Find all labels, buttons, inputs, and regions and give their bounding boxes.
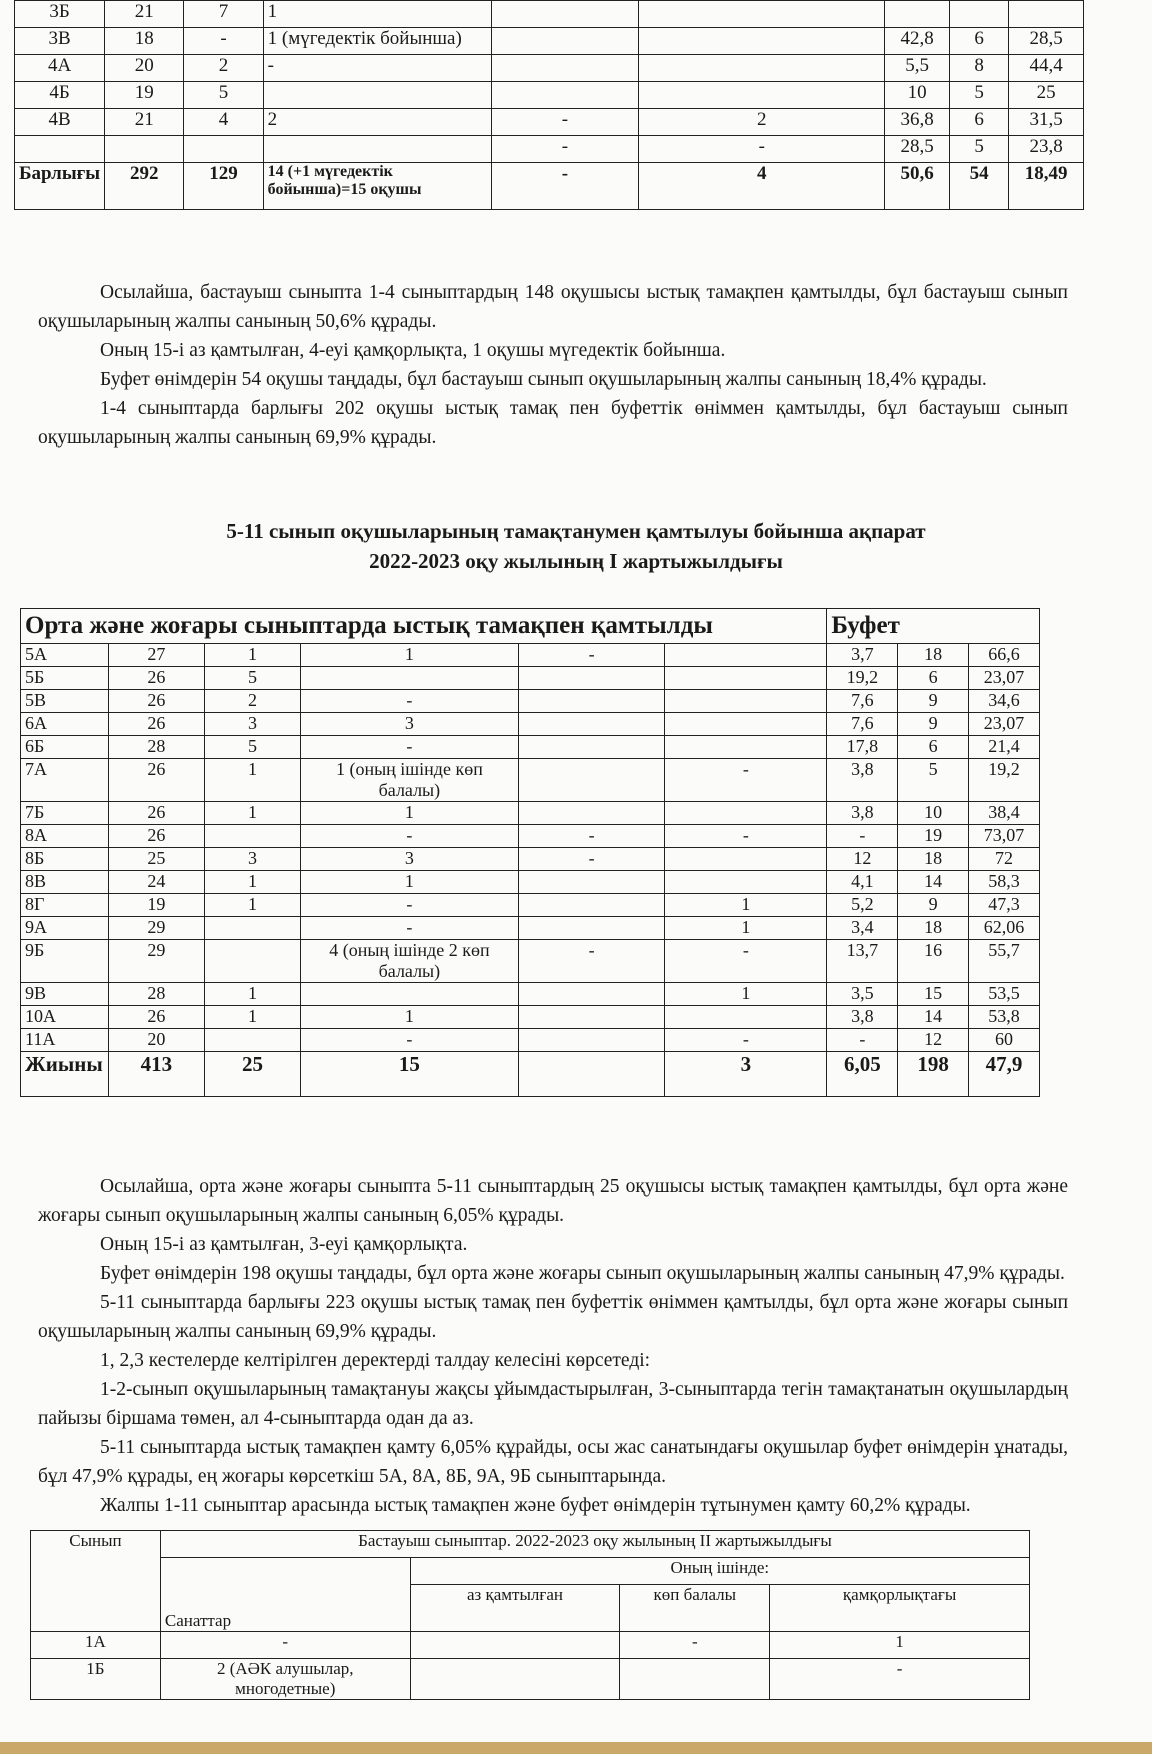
table-cell <box>263 136 491 163</box>
table-cell <box>518 894 665 917</box>
table-cell: - <box>301 894 519 917</box>
table-cell: 28 <box>108 736 204 759</box>
table-cell: 5 <box>204 736 300 759</box>
table-cell: 28 <box>108 983 204 1006</box>
total-cell: 15 <box>301 1052 519 1097</box>
table-row <box>21 825 1040 848</box>
table-cell <box>491 1 639 28</box>
table-row <box>21 1006 1040 1029</box>
table-cell: 5 <box>184 82 263 109</box>
table-cell: 1 <box>204 759 300 802</box>
table-cell: - <box>301 825 519 848</box>
paragraph: Осылайша, бастауыш сыныпта 1-4 сыныптардың 148 оқушысы ыстық тамақпен қамтылды, бұл бастауыш сынып оқушыларының жалпы санының 50,6% құрады. <box>38 282 1068 332</box>
table-cell: 23,07 <box>969 667 1040 690</box>
table-cell: - <box>263 55 491 82</box>
table-cell: 26 <box>108 1006 204 1029</box>
table-cell: 14 <box>898 871 969 894</box>
section-title <box>0 516 1152 576</box>
total-cell: 198 <box>898 1052 969 1097</box>
table-cell: 10 <box>885 82 950 109</box>
secondary-summary <box>38 1172 1068 1520</box>
table-cell: 8Б <box>21 848 109 871</box>
table-cell: 9Б <box>21 940 109 983</box>
table-cell <box>665 713 827 736</box>
table-row <box>21 690 1040 713</box>
title-line-1: 5-11 сынып оқушыларының тамақтанумен қамтылуы бойынша ақпарат <box>226 519 926 543</box>
table-cell: 42,8 <box>885 28 950 55</box>
table-cell: 3 <box>301 848 519 871</box>
table-cell <box>665 736 827 759</box>
table-cell: 27 <box>108 644 204 667</box>
table-cell: 28,5 <box>885 136 950 163</box>
table-cell: 55,7 <box>969 940 1040 983</box>
table-cell: 3,8 <box>827 759 898 802</box>
primary-classes-table <box>14 0 1084 210</box>
table-cell: 11А <box>21 1029 109 1052</box>
total-cell: 3 <box>665 1052 827 1097</box>
table-row <box>21 848 1040 871</box>
table-cell: 29 <box>108 940 204 983</box>
table-cell: 20 <box>108 1029 204 1052</box>
table-cell <box>639 55 885 82</box>
table-cell: 47,3 <box>969 894 1040 917</box>
paragraph: Оның 15-і аз қамтылған, 3-еуі қамқорлықта. <box>100 1234 468 1255</box>
table-cell: 2 <box>639 109 885 136</box>
table-row <box>21 871 1040 894</box>
table-cell: 1Б <box>31 1659 161 1700</box>
table-cell: 26 <box>108 667 204 690</box>
table-cell: 8Г <box>21 894 109 917</box>
table-cell <box>263 82 491 109</box>
table-cell: - <box>518 848 665 871</box>
table-row <box>21 667 1040 690</box>
table-cell <box>518 802 665 825</box>
table-cell: 25 <box>1009 82 1084 109</box>
paragraph: 1-2-сынып оқушыларының тамақтануы жақсы ұйымдастырылған, 3-сыныптарда тегін тамақтанатын оқушылардың пайызы біршама төмен, ал 4-сыныптарда одан да аз. <box>38 1379 1068 1429</box>
table-cell: - <box>301 1029 519 1052</box>
paragraph: Буфет өнімдерін 198 оқушы таңдады, бұл орта және жоғары сынып оқушыларының жалпы санының 47,9% құрады. <box>100 1263 1065 1284</box>
table-cell: 19,2 <box>969 759 1040 802</box>
table-cell: 21 <box>105 1 184 28</box>
table-cell: 19 <box>898 825 969 848</box>
table-cell: 1 <box>665 917 827 940</box>
table-cell: - <box>518 825 665 848</box>
table-cell: 5,5 <box>885 55 950 82</box>
paragraph: Осылайша, орта және жоғары сыныпта 5-11 сыныптардың 25 оқушысы ыстық тамақпен қамтылды, бұл орта және жоғары сынып оқушыларының жалпы санының 6,05% құрады. <box>38 1176 1068 1226</box>
table-cell: 2 <box>263 109 491 136</box>
table-cell <box>410 1659 620 1700</box>
table-cell <box>665 690 827 713</box>
table-cell: 24 <box>108 871 204 894</box>
table-cell <box>518 1029 665 1052</box>
table-cell: 1 <box>301 1006 519 1029</box>
table-cell <box>491 82 639 109</box>
table-cell: 3,4 <box>827 917 898 940</box>
table-cell: 6Б <box>21 736 109 759</box>
in-care-header: қамқорлықтағы <box>770 1585 1030 1632</box>
table-row <box>15 82 1084 109</box>
table-cell: 3 <box>204 713 300 736</box>
table-row <box>21 713 1040 736</box>
table-cell: 6 <box>898 736 969 759</box>
table-header: Бастауыш сыныптар. 2022-2023 оқу жылының II жартыжылдығы <box>160 1531 1029 1558</box>
table-cell: 5 <box>204 667 300 690</box>
table-cell: 16 <box>898 940 969 983</box>
table-cell: 6 <box>898 667 969 690</box>
table-cell: 4 (оның ішінде 2 көп балалы) <box>301 940 519 983</box>
table-cell: 1 <box>770 1632 1030 1659</box>
total-cell: 25 <box>204 1052 300 1097</box>
table-cell: 58,3 <box>969 871 1040 894</box>
table-cell: 1 <box>204 802 300 825</box>
table-row <box>21 736 1040 759</box>
table-cell: 26 <box>108 690 204 713</box>
table-cell: - <box>620 1632 770 1659</box>
table-cell <box>491 55 639 82</box>
table-cell: 18 <box>898 848 969 871</box>
table-cell: 14 <box>898 1006 969 1029</box>
table-cell: 5 <box>898 759 969 802</box>
table-cell: - <box>665 940 827 983</box>
buffet-header: Буфет <box>827 609 1040 644</box>
table-cell: - <box>827 825 898 848</box>
table-cell: 73,07 <box>969 825 1040 848</box>
table-cell: 8 <box>949 55 1008 82</box>
table-cell: 26 <box>108 759 204 802</box>
table-cell <box>105 136 184 163</box>
table-cell: 2 <box>204 690 300 713</box>
table-cell: 6А <box>21 713 109 736</box>
table-cell: 19 <box>105 82 184 109</box>
table-cell: 5,2 <box>827 894 898 917</box>
table-cell: 12 <box>898 1029 969 1052</box>
table-cell: - <box>301 917 519 940</box>
table-cell <box>518 667 665 690</box>
total-cell: Жиыны <box>21 1052 109 1097</box>
table-cell: 3,8 <box>827 802 898 825</box>
table-cell <box>620 1659 770 1700</box>
table-cell: 19 <box>108 894 204 917</box>
table-cell <box>518 690 665 713</box>
table-cell: 10 <box>898 802 969 825</box>
table-cell <box>410 1632 620 1659</box>
table-cell: - <box>827 1029 898 1052</box>
table-cell: 66,6 <box>969 644 1040 667</box>
table-cell: 5А <box>21 644 109 667</box>
table-cell: 60 <box>969 1029 1040 1052</box>
table-cell: 25 <box>108 848 204 871</box>
table-cell: 1 <box>204 644 300 667</box>
paragraph: 5-11 сыныптарда ыстық тамақпен қамту 6,05% құрайды, осы жас санатындағы оқушылар буфет өнімдерін ұнатады, бұл 47,9% құрады, ең жоғары көрсеткіш 5А, 8А, 8Б, 9А, 9Б сыныптарында. <box>38 1437 1068 1487</box>
table-cell: - <box>160 1632 410 1659</box>
table-cell: 8В <box>21 871 109 894</box>
table-cell: - <box>639 136 885 163</box>
table-cell: 4,1 <box>827 871 898 894</box>
total-row <box>21 1052 1040 1097</box>
table-cell <box>301 983 519 1006</box>
table-cell <box>518 1006 665 1029</box>
title-line-2: 2022-2023 оқу жылының I жартыжылдығы <box>369 549 783 573</box>
table-cell: 44,4 <box>1009 55 1084 82</box>
table-cell: 21,4 <box>969 736 1040 759</box>
table-cell: - <box>665 759 827 802</box>
table-cell: 1 (оның ішінде көп балалы) <box>301 759 519 802</box>
table-row <box>21 644 1040 667</box>
table-cell: 10А <box>21 1006 109 1029</box>
low-income-header: аз қамтылған <box>410 1585 620 1632</box>
total-cell: 292 <box>105 163 184 210</box>
table-row <box>21 802 1040 825</box>
table-cell: - <box>770 1659 1030 1700</box>
table-cell: 1 <box>204 983 300 1006</box>
table-cell: 26 <box>108 802 204 825</box>
total-cell: 129 <box>184 163 263 210</box>
scan-edge <box>0 1742 1152 1754</box>
table-row <box>31 1632 1030 1659</box>
table-row <box>21 917 1040 940</box>
table-cell: 3,8 <box>827 1006 898 1029</box>
table-cell: 7,6 <box>827 690 898 713</box>
table-cell <box>665 871 827 894</box>
table-cell: 9 <box>898 690 969 713</box>
total-cell: Барлығы <box>15 163 105 210</box>
table-cell: 6 <box>949 28 1008 55</box>
table-cell <box>665 1006 827 1029</box>
table-cell <box>184 136 263 163</box>
table-cell: 23,8 <box>1009 136 1084 163</box>
table-cell: 26 <box>108 825 204 848</box>
table-cell: 15 <box>898 983 969 1006</box>
table-cell: 18 <box>898 917 969 940</box>
table-cell: 36,8 <box>885 109 950 136</box>
table-cell: 1 (мүгедектік бойынша) <box>263 28 491 55</box>
table-cell: 72 <box>969 848 1040 871</box>
table-cell <box>301 667 519 690</box>
table-cell: 21 <box>105 109 184 136</box>
table-cell <box>949 1 1008 28</box>
table-cell: 1 <box>301 802 519 825</box>
table-cell <box>518 736 665 759</box>
table-cell: 1 <box>665 983 827 1006</box>
table-row <box>21 1029 1040 1052</box>
table-cell: - <box>491 109 639 136</box>
table-cell: 5Б <box>21 667 109 690</box>
table-cell: 7Б <box>21 802 109 825</box>
table-cell <box>665 644 827 667</box>
table-row <box>15 109 1084 136</box>
class-header: Сынып <box>31 1531 161 1632</box>
table-cell: 4 <box>184 109 263 136</box>
table-cell: 1 <box>204 871 300 894</box>
table-cell: 5В <box>21 690 109 713</box>
table-cell: - <box>301 690 519 713</box>
table-cell: 38,4 <box>969 802 1040 825</box>
table-row <box>21 940 1040 983</box>
paragraph: 5-11 сыныптарда барлығы 223 оқушы ыстық тамақ пен буфеттік өніммен қамтылды, бұл орта және жоғары сынып оқушыларының жалпы санының 69,9% құрады. <box>38 1292 1068 1342</box>
table-row <box>15 1 1084 28</box>
secondary-classes-table <box>20 608 1040 1097</box>
total-row <box>15 163 1084 210</box>
table-cell: 4В <box>15 109 105 136</box>
paragraph: Жалпы 1-11 сыныптар арасында ыстық тамақпен және буфет өнімдерін тұтынумен қамту 60,2% құрады. <box>100 1495 971 1516</box>
table-cell: 5 <box>949 136 1008 163</box>
table-cell: 1 <box>665 894 827 917</box>
table-cell <box>639 28 885 55</box>
table-cell: 4А <box>15 55 105 82</box>
table-cell: 29 <box>108 917 204 940</box>
table-cell: 3Б <box>15 1 105 28</box>
table-cell: 1 <box>204 1006 300 1029</box>
table-cell <box>518 983 665 1006</box>
table-cell: 13,7 <box>827 940 898 983</box>
table-cell <box>15 136 105 163</box>
table-cell: 8А <box>21 825 109 848</box>
table-cell: 2 <box>184 55 263 82</box>
total-cell: 50,6 <box>885 163 950 210</box>
table-cell: 1А <box>31 1632 161 1659</box>
table-row <box>21 894 1040 917</box>
total-cell: 47,9 <box>969 1052 1040 1097</box>
table-cell: 23,07 <box>969 713 1040 736</box>
table-cell: 53,5 <box>969 983 1040 1006</box>
table-cell: - <box>184 28 263 55</box>
table-cell: 3 <box>301 713 519 736</box>
table-row <box>15 28 1084 55</box>
table-cell: 2 (АӘК алушылар, многодетные) <box>160 1659 410 1700</box>
table-cell: 19,2 <box>827 667 898 690</box>
table-cell <box>204 940 300 983</box>
table-cell <box>665 802 827 825</box>
total-cell: 14 (+1 мүгедектік бойынша)=15 оқушы <box>263 163 491 210</box>
total-cell: - <box>491 163 639 210</box>
table-cell <box>518 871 665 894</box>
table-cell: 4Б <box>15 82 105 109</box>
table-cell: 1 <box>263 1 491 28</box>
table-cell: 3 <box>204 848 300 871</box>
table-cell <box>491 28 639 55</box>
of-which-header: Оның ішінде: <box>410 1558 1029 1585</box>
table-cell <box>204 917 300 940</box>
table-row <box>15 55 1084 82</box>
table-cell: 53,8 <box>969 1006 1040 1029</box>
total-cell: 54 <box>949 163 1008 210</box>
table-cell: 3,5 <box>827 983 898 1006</box>
table-cell: 12 <box>827 848 898 871</box>
table-cell <box>1009 1 1084 28</box>
table-cell: 20 <box>105 55 184 82</box>
total-cell: 4 <box>639 163 885 210</box>
table-cell: 62,06 <box>969 917 1040 940</box>
table-cell: - <box>665 1029 827 1052</box>
table-cell <box>204 825 300 848</box>
table-cell: 1 <box>301 644 519 667</box>
table-cell: 5 <box>949 82 1008 109</box>
table-cell: 7,6 <box>827 713 898 736</box>
paragraph: Буфет өнімдерін 54 оқушы таңдады, бұл бастауыш сынып оқушыларының жалпы санының 18,4% құрады. <box>100 369 987 390</box>
table-cell: - <box>491 136 639 163</box>
table-cell: 28,5 <box>1009 28 1084 55</box>
paragraph: Оның 15-і аз қамтылған, 4-еуі қамқорлықта, 1 оқушы мүгедектік бойынша. <box>100 340 726 361</box>
table-cell: 18 <box>105 28 184 55</box>
table-cell: 7 <box>184 1 263 28</box>
primary-summary <box>38 278 1068 452</box>
table-cell: 9 <box>898 894 969 917</box>
table-cell: - <box>518 644 665 667</box>
table-row <box>15 136 1084 163</box>
table-cell <box>885 1 950 28</box>
table-cell: 7А <box>21 759 109 802</box>
table-cell: 9В <box>21 983 109 1006</box>
table-cell <box>518 759 665 802</box>
table-cell <box>518 713 665 736</box>
table-cell <box>639 82 885 109</box>
table-cell: 1 <box>301 871 519 894</box>
total-cell: 18,49 <box>1009 163 1084 210</box>
table-row <box>31 1659 1030 1700</box>
table-cell: 26 <box>108 713 204 736</box>
table-row <box>21 759 1040 802</box>
table-cell: 6 <box>949 109 1008 136</box>
table-cell: 9А <box>21 917 109 940</box>
total-cell: 6,05 <box>827 1052 898 1097</box>
table-cell: 3В <box>15 28 105 55</box>
paragraph: 1, 2,3 кестелерде келтірілген деректерді талдау келесіні көрсетеді: <box>100 1350 651 1371</box>
table-cell: 34,6 <box>969 690 1040 713</box>
table-cell <box>518 917 665 940</box>
table-cell: 17,8 <box>827 736 898 759</box>
table-header: Орта және жоғары сыныптарда ыстық тамақпен қамтылды <box>21 609 827 644</box>
table-cell: - <box>301 736 519 759</box>
table-cell: 18 <box>898 644 969 667</box>
total-cell <box>518 1052 665 1097</box>
table-cell: - <box>665 825 827 848</box>
table-cell <box>665 848 827 871</box>
large-family-header: көп балалы <box>620 1585 770 1632</box>
categories-header: Санаттар <box>160 1558 410 1632</box>
table-cell <box>639 1 885 28</box>
table-cell <box>204 1029 300 1052</box>
primary-second-half-table <box>30 1530 1030 1700</box>
table-cell: 31,5 <box>1009 109 1084 136</box>
table-cell <box>665 667 827 690</box>
table-row <box>21 983 1040 1006</box>
table-cell: 1 <box>204 894 300 917</box>
total-cell: 413 <box>108 1052 204 1097</box>
table-cell: - <box>518 940 665 983</box>
table-cell: 3,7 <box>827 644 898 667</box>
paragraph: 1-4 сыныптарда барлығы 202 оқушы ыстық тамақ пен буфеттік өніммен қамтылды, бұл бастауыш сынып оқушыларының жалпы санының 69,9% құрады. <box>38 398 1068 448</box>
table-cell: 9 <box>898 713 969 736</box>
